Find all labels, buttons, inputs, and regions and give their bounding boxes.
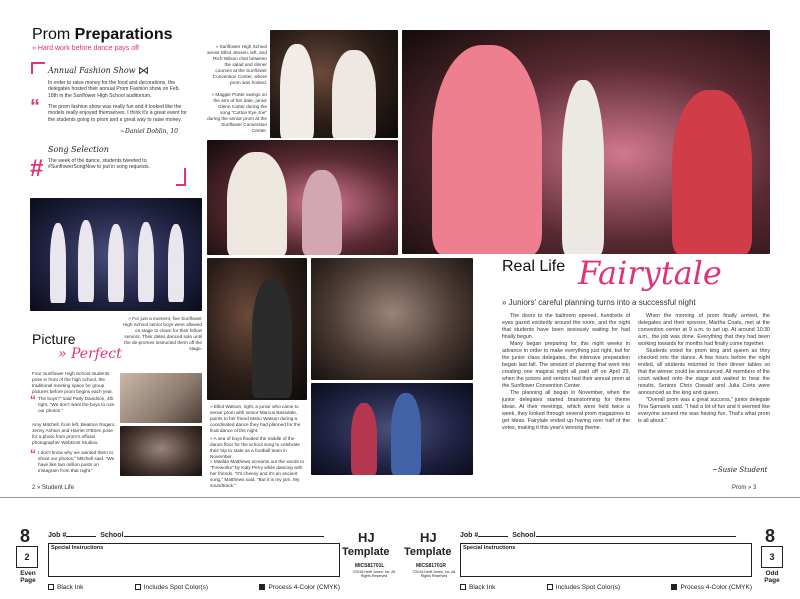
photo-crowd-boys (311, 258, 473, 380)
checkbox-checked[interactable] (671, 584, 677, 590)
black-ink-option[interactable]: Black Ink (460, 584, 495, 591)
checkbox[interactable] (547, 584, 553, 590)
fashion-heading: Annual Fashion Show (48, 66, 136, 75)
left-job-row: Job # School (48, 532, 324, 539)
code-right: MICS81701R (416, 563, 447, 569)
quote-mark-icon: “ (30, 96, 40, 118)
hashtag-icon: # (30, 155, 44, 182)
process-color-option[interactable]: Process 4-Color (CMYK) (671, 584, 752, 591)
body-paragraph: Many began preparing for this night weeks in advance in order to make everything just right, but for the junior class delegates, the intensive preparation began last fall. The amount of planning that went into creating one magical night all paid off on April 29, when the juniors and seniors had their annual prom at the Sunflower Convention Center. (502, 341, 630, 389)
checkbox-checked[interactable] (259, 584, 265, 590)
quote-mark-icon-2: “ (30, 393, 36, 407)
checkbox[interactable] (460, 584, 466, 590)
code-left: MICS81701L (355, 563, 385, 569)
hj-left: HJ (358, 530, 375, 545)
spot-color-option[interactable]: Includes Spot Color(s) (135, 584, 208, 591)
right-page-title: Real Life (502, 258, 566, 275)
picture-quote2: Amy Mitchell, from left, Beatrice Rogers, Jenny Ashton and Harriet O'Brien pose for a photo from prom's official photographer WebDost Studios. (32, 422, 116, 445)
caption-elliot: » Elliot Watson, right, a junior who came to senior prom with senior Marcus Bassdale, points to her friend Mario Watson during a coordinated dance they had planned for the final dance of the night. (210, 404, 301, 433)
fashion-text: In order to raise money for the food and decorations, the delegates hosted their annual Prom Fashion show on Feb. 18th in the Sunflower High School auditorium. (48, 80, 180, 99)
left-checkbox-row (48, 584, 340, 591)
picture-quote1: The boys?" said Patty Davidson, 4th right. "We don't want the boys to ruin our photos." (38, 396, 115, 413)
signature: ~Susie Student (712, 466, 768, 474)
photo-group-pose (120, 373, 202, 423)
right-special-instructions-box[interactable]: Special Instructions (460, 543, 752, 577)
photo-stage-lineup (30, 198, 202, 311)
bowtie-icon: ⋈ (138, 65, 149, 77)
right-footer: Prom » 3 (732, 485, 757, 491)
body-paragraph: "Overall prom was a great success," junior delegate Tina Samuels said. "I had a lot of fun and it seemed like everyone around me was having fun. That's what prom is all about." (638, 397, 770, 424)
spot-color-option[interactable]: Includes Spot Color(s) (547, 584, 620, 591)
fashion-bracket (31, 62, 45, 74)
picture-script: » Perfect (58, 346, 122, 362)
black-ink-option[interactable]: Black Ink (48, 584, 83, 591)
picture-text: Four Sunflower High School students pose in front of the high school, the traditional meeting space for group pictures before prom begins each year. (32, 371, 114, 394)
caption-matilda: » Matilda Matthews screams out the words to "Fireworks" by Katy Perry while dancing with her friends. "It's cheesy and it's an ancient song," Matthews said. "But it is my jam. My soundtrack." (210, 459, 305, 488)
photo-two-boys (270, 30, 398, 138)
left-page-title: Prom Preparations (32, 26, 173, 43)
template-right: Template (404, 546, 452, 558)
right-page-num-box: 3 (761, 546, 783, 568)
caption-maggie: » Maggie Porter swings on the arm of her date, junior Glenn Carter during the song "Cotton Eye Joe" during the senior prom at the Sunflower Convention Center. (207, 92, 267, 133)
photo-hero-couple (402, 30, 770, 254)
picture-title: Picture (32, 331, 76, 347)
body-paragraph: Students voted for prom king and queen as they checked into the dance. A few hours before the night ended, all students returned to their dinner tables so that the winner could be announced. All members of the court walked onto the stage and waited to hear the results. Seniors Chris Oswald and Julia Crets were announced as the king and queen. (638, 348, 770, 396)
right-big-number: 8 (765, 526, 776, 546)
left-page-label: Even Page (20, 570, 36, 584)
caption-lineup: » For just a moment, five Sunflower High School senior boys were allowed on stage to clown for their fellow seniors. Their dates danced solo until the de-promes instructed them off the stage. (122, 316, 202, 351)
left-page-subtitle: » Hard work before dance pays off (32, 45, 139, 52)
right-job-row: Job # School (460, 532, 736, 539)
body-paragraph: When the morning of prom finally arrived, the delegates and their sponsor, Martha Coats, met at the convention center at 9 a.m. to set up. At around 10:30 a.m., the job was done. Everything that they had been working towards for months had finally come together. (638, 313, 770, 347)
template-left: Template (342, 546, 390, 558)
right-page-title-script: Fairytale (578, 254, 722, 292)
photo-fireworks-dance (311, 383, 473, 475)
body-paragraph: The planning all began in November, when the junior delegates started brainstorming for theme ideas. At their meetings, which were held twice a week, they looked through several prom magazines to get ideas. Fairytale ended up having over half of the votes, making it this year's winning theme. (502, 390, 630, 431)
fashion-quote-author: ~Daniel Doblin, 10 (120, 128, 178, 135)
caption-top-right: » Sunflower High School senior Elliot Jensen, left, and Rich Wilson chat between the salad and dinner courses at the Sunflower Convention Center, where prom was hosted. (207, 44, 267, 85)
process-color-option[interactable]: Process 4-Color (CMYK) (259, 584, 340, 591)
left-footer: 2 » Student Life (32, 485, 75, 491)
song-bracket (176, 168, 186, 186)
left-big-number: 8 (20, 526, 31, 546)
checkbox[interactable] (135, 584, 141, 590)
left-page-num-box: 2 (16, 546, 38, 568)
copyright-left: ©2018 Herff Jones, Inc. All Rights Reserved (352, 570, 396, 578)
quote-mark-icon-3: “ (30, 447, 36, 461)
checkbox[interactable] (48, 584, 54, 590)
song-heading: Song Selection (48, 145, 109, 154)
right-checkbox-row (460, 584, 752, 591)
photo-dancers (207, 258, 307, 400)
right-page-subtitle: » Juniors' careful planning turns into a successful night (502, 298, 696, 307)
song-text: The week of the dance, students tweeted to #SunflowerSongNow to put in song requests. (48, 158, 150, 171)
hj-right: HJ (420, 530, 437, 545)
photo-selfie-girls (120, 426, 202, 476)
body-paragraph: The doors to the ballroom opened, hundreds of eyes gazed excitedly around the room, and the night that students have been anxiously waiting for had finally begun. (502, 313, 630, 340)
copyright-right: ©2018 Herff Jones, Inc. All Rights Reserved (412, 570, 456, 578)
right-page-label: Odd Page (764, 570, 780, 584)
right-col-2 (638, 313, 770, 425)
left-special-instructions-box[interactable]: Special Instructions (48, 543, 340, 577)
picture-quote3: I don't know why we wanted them to shoot our photos," Mitchell said. "We have like two million posts on Instagram from that night." (38, 450, 115, 473)
photo-swing-dance (207, 140, 398, 255)
template-divider (0, 497, 800, 498)
caption-boys: » A sea of boys flooded the middle of the dance floor for the school song to celebrate their trip to state as a football team in November. (210, 436, 300, 459)
fashion-quote: The prom fashion show was really fun and it looked like the models really enjoyed themselves. I think it's a great event for the students going to prom and a great way to raise money. (48, 104, 187, 123)
right-col-1 (502, 313, 630, 432)
